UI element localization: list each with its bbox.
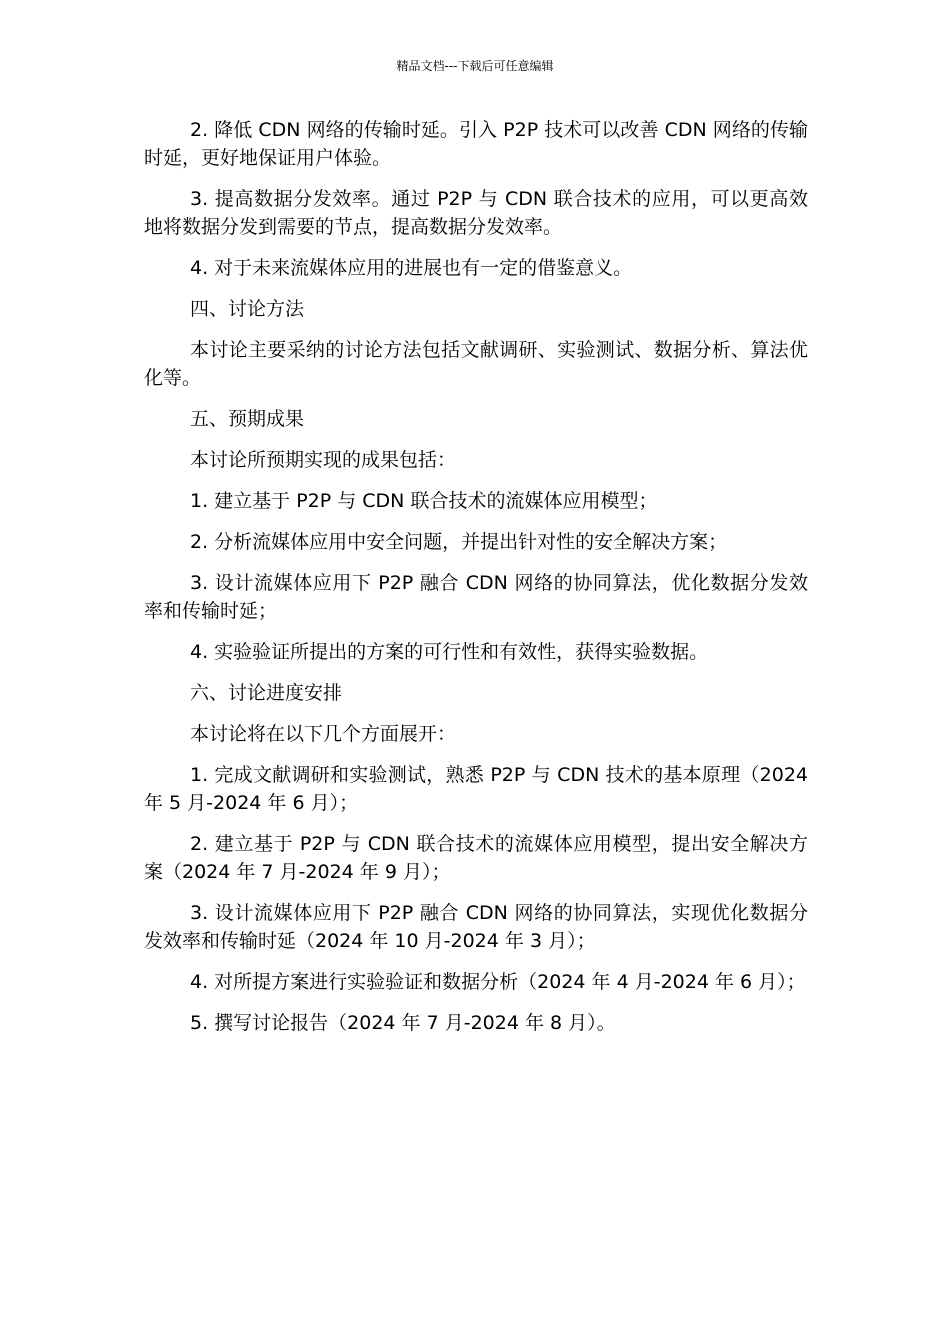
paragraph-schedule-5: 5. 撰写讨论报告（2024 年 7 月-2024 年 8 月）。: [190, 1012, 616, 1034]
paragraph-schedule-4: 4. 对所提方案进行实验验证和数据分析（2024 年 4 月-2024 年 6 月）；: [190, 971, 806, 993]
document-body: [144, 116, 808, 1050]
paragraph-outcome-3: 3. 设计流媒体应用下 P2P 融合 CDN 网络的协同算法，优化数据分发效率和传输时延；: [144, 572, 808, 622]
paragraph-outcome-1: 1. 建立基于 P2P 与 CDN 联合技术的流媒体应用模型；: [190, 490, 658, 512]
section-heading-methods: 四、讨论方法: [190, 298, 305, 320]
paragraph-outcome-4: 4. 实验验证所提出的方案的可行性和有效性，获得实验数据。: [190, 641, 709, 663]
paragraph-schedule-3: 3. 设计流媒体应用下 P2P 融合 CDN 网络的协同算法，实现优化数据分发效率和传输时延（2024 年 10 月-2024 年 3 月）；: [144, 902, 808, 952]
paragraph-schedule-2: 2. 建立基于 P2P 与 CDN 联合技术的流媒体应用模型，提出安全解决方案（2024 年 7 月-2024 年 9 月）；: [144, 833, 808, 883]
paragraph-objective-2: 2. 降低 CDN 网络的传输时延。引入 P2P 技术可以改善 CDN 网络的传输时延，更好地保证用户体验。: [144, 119, 808, 169]
paragraph-methods: 本讨论主要采纳的讨论方法包括文献调研、实验测试、数据分析、算法优化等。: [144, 339, 808, 389]
paragraph-objective-4: 4. 对于未来流媒体应用的进展也有一定的借鉴意义。: [190, 257, 633, 279]
paragraph-objective-3: 3. 提高数据分发效率。通过 P2P 与 CDN 联合技术的应用，可以更高效地将数据分发到需要的节点，提高数据分发效率。: [144, 188, 808, 238]
page-header: 精品文档---下载后可任意编辑: [396, 59, 554, 73]
paragraph-schedule-1: 1. 完成文献调研和实验测试，熟悉 P2P 与 CDN 技术的基本原理（2024 年 5 月-2024 年 6 月）；: [144, 764, 808, 814]
paragraph-outcomes-intro: 本讨论所预期实现的成果包括：: [190, 449, 457, 471]
paragraph-schedule-intro: 本讨论将在以下几个方面展开：: [190, 723, 457, 745]
paragraph-outcome-2: 2. 分析流媒体应用中安全问题，并提出针对性的安全解决方案；: [190, 531, 728, 553]
section-heading-schedule: 六、讨论进度安排: [190, 682, 343, 704]
section-heading-outcomes: 五、预期成果: [190, 408, 305, 430]
